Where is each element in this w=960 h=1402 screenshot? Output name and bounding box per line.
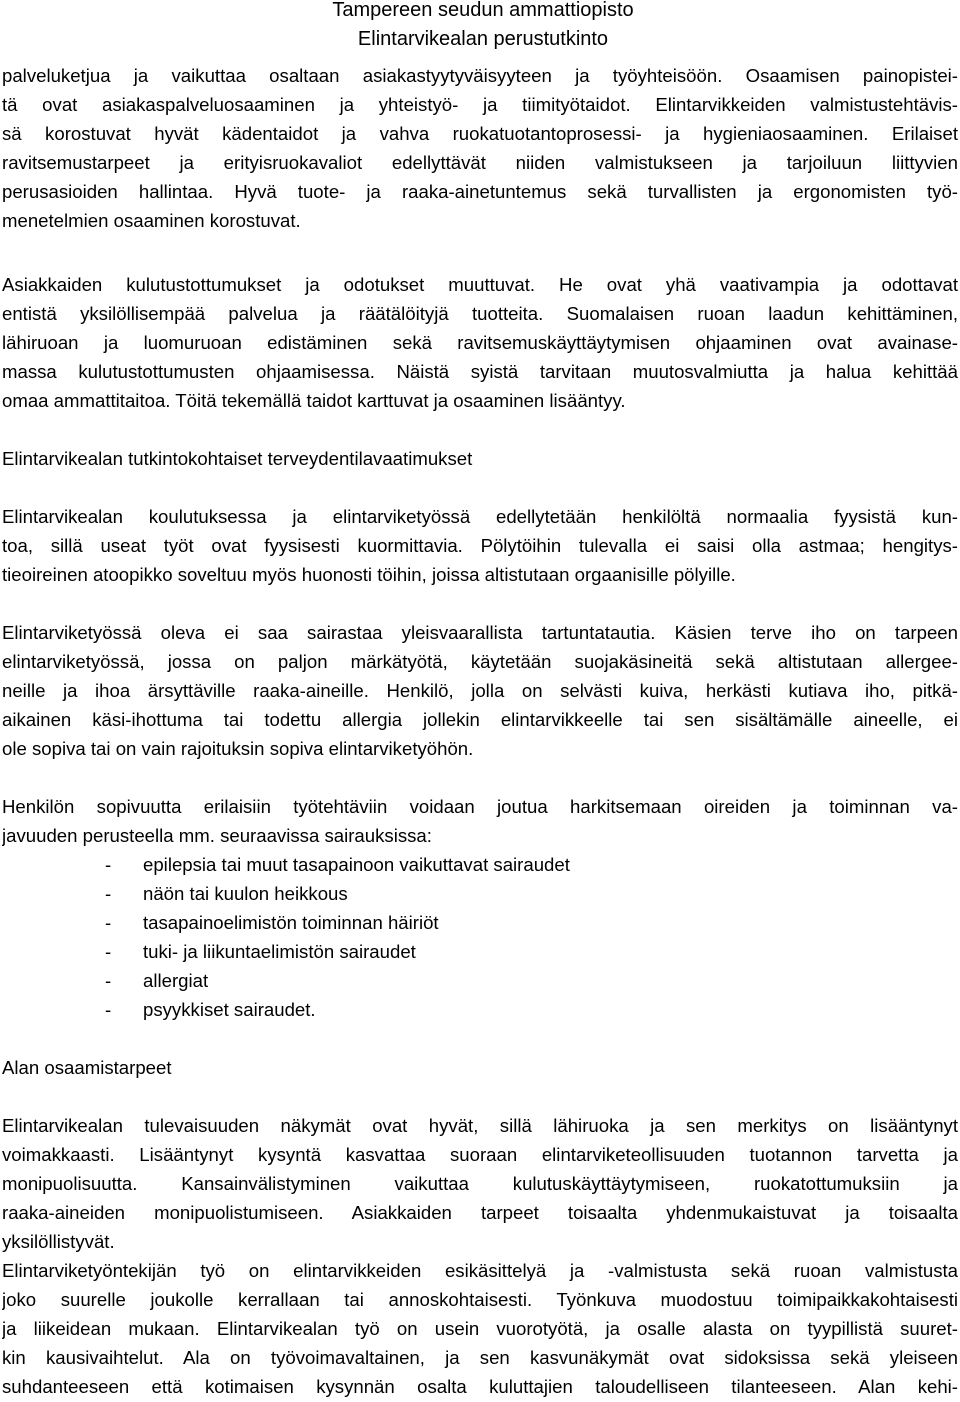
text-line: toa, sillä useat työt ovat fyysisesti kuormittavia. Pölytöihin tulevalla ei saisi olla astmaa; hengitys-: [2, 535, 958, 556]
text-line: sä korostuvat hyvät kädentaidot ja vahva ruokatuotantoprosessi- ja hygieniaosaaminen. Erilaiset: [2, 123, 958, 144]
header-school: Tampereen seudun ammattiopisto: [332, 0, 634, 21]
text-line: Henkilön sopivuutta erilaisiin työtehtäviin voidaan joutua harkitsemaan oireiden ja toiminnan va-: [2, 796, 958, 817]
list-item: [2, 937, 958, 966]
header-degree: Elintarvikealan perustutkinto: [357, 28, 609, 50]
list-item: [2, 879, 958, 908]
list-item-text: allergiat: [143, 970, 209, 991]
paragraph-skin-allergies: [2, 618, 958, 763]
heading-health-requirements: Elintarvikealan tutkintokohtaiset terveydentilavaatimukset: [2, 448, 473, 469]
list-dash: -: [105, 970, 112, 991]
text-line: Elintarvikealan tulevaisuuden näkymät ovat hyvät, sillä lähiruoka ja sen merkitys on lisääntynyt: [2, 1115, 958, 1136]
text-line: Elintarviketyössä oleva ei saa sairastaa yleisvaarallista tartuntatautia. Käsien terve iho on tarpeen: [2, 622, 958, 643]
list-item-text: psyykkiset sairaudet.: [143, 999, 316, 1020]
text-line: javuuden perusteella mm. seuraavissa sairauksissa:: [2, 825, 432, 846]
text-line: tieoireinen atoopikko soveltuu myös huonosti töihin, joissa altistutaan orgaanisille pölyille.: [2, 564, 736, 585]
list-item-text: näön tai kuulon heikkous: [143, 883, 348, 904]
text-line: neille ja ihoa ärsyttäville raaka-aineille. Henkilö, jolla on selvästi kuiva, herkästi kutiava iho, pitkä-: [2, 680, 958, 701]
heading-skill-needs: Alan osaamistarpeet: [2, 1057, 172, 1078]
text-line: elintarviketyössä, jossa on paljon märkätyötä, käytetään suojakäsineitä sekä altistutaan allergee-: [2, 651, 958, 672]
list-dash: -: [105, 912, 112, 933]
list-item: [2, 908, 958, 937]
list-dash: -: [105, 999, 112, 1020]
text-line: palveluketjua ja vaikuttaa osaltaan asiakastyytyväisyyteen ja työyhteisöön. Osaamisen painopistei-: [2, 65, 958, 86]
list-item: [2, 850, 958, 879]
list-item: [2, 966, 958, 995]
text-line: Elintarviketyöntekijän työ on elintarvikkeiden esikäsittelyä ja -valmistusta sekä ruoan valmistusta: [2, 1260, 958, 1281]
text-line: raaka-aineiden monipuolistumiseen. Asiakkaiden tarpeet toisaalta yhdenmukaistuvat ja toisaalta: [2, 1202, 958, 1223]
illness-list: [2, 850, 958, 1024]
text-line: Asiakkaiden kulutustottumukset ja odotukset muuttuvat. He ovat yhä vaativampia ja odottavat: [2, 274, 958, 295]
text-line: Elintarvikealan koulutuksessa ja elintarviketyössä edellytetään henkilöltä normaalia fyysistä kun-: [2, 506, 958, 527]
paragraph-future-outlook: [2, 1111, 958, 1401]
paragraph-consumer-habits: [2, 270, 958, 415]
list-dash: -: [105, 883, 112, 904]
text-line: ravitsemustarpeet ja erityisruokavaliot edellyttävät niiden valmistukseen ja tarjoiluun liittyvien: [2, 152, 958, 173]
text-line: ole sopiva tai on vain rajoituksin sopiva elintarviketyöhön.: [2, 738, 474, 759]
text-line: kin kausivaihtelut. Ala on työvoimavaltainen, ja sen kasvunäkymät ovat sidoksissa sekä yleiseen: [2, 1347, 958, 1368]
list-item-text: tasapainoelimistön toiminnan häiriöt: [143, 912, 439, 933]
list-item-text: epilepsia tai muut tasapainoon vaikuttavat sairaudet: [143, 854, 570, 875]
text-line: suhdanteeseen että kotimaisen kysynnän osalta kuluttajien taloudelliseen tilanteeseen. Alan kehi-: [2, 1376, 958, 1397]
paragraph-suitability: [2, 792, 958, 850]
list-dash: -: [105, 854, 112, 875]
text-line: joko suurelle joukolle kerrallaan tai annoskohtaisesti. Työnkuva muodostuu toimipaikkakohtaisesti: [2, 1289, 958, 1310]
text-line: voimakkaasti. Lisääntynyt kysyntä kasvattaa suoraan elintarviketeollisuuden tuotannon tarvetta ja: [2, 1144, 958, 1165]
text-line: aikainen käsi-ihottuma tai todettu allergia jollekin elintarvikkeelle tai sen sisältämälle aineelle, ei: [2, 709, 958, 730]
text-line: omaa ammattitaitoa. Töitä tekemällä taidot karttuvat ja osaaminen lisääntyy.: [2, 390, 626, 411]
list-item: [2, 995, 958, 1024]
text-line: entistä yksilöllisempää palvelua ja räätälöityjä tuotteita. Suomalaisen ruoan laadun kehittäminen,: [2, 303, 958, 324]
text-line: menetelmien osaaminen korostuvat.: [2, 210, 301, 231]
text-line: yksilöllistyvät.: [2, 1231, 115, 1252]
list-item-text: tuki- ja liikuntaelimistön sairaudet: [143, 941, 416, 962]
text-line: tä ovat asiakaspalveluosaaminen ja yhteistyö- ja tiimityötaidot. Elintarvikkeiden valmistustehtävis-: [2, 94, 958, 115]
paragraph-physical-condition: [2, 502, 958, 589]
text-line: monipuolisuutta. Kansainvälistyminen vaikuttaa kulutuskäyttäytymiseen, ruokatottumuksiin ja: [2, 1173, 958, 1194]
text-line: perusasioiden hallintaa. Hyvä tuote- ja raaka-ainetuntemus sekä turvallisten ja ergonomisten työ-: [2, 181, 958, 202]
text-line: lähiruoan ja luomuruoan edistäminen sekä ravitsemuskäyttäytymisen ohjaaminen ovat avainase-: [2, 332, 958, 353]
text-line: ja liikeidean mukaan. Elintarvikealan työ on usein vuorotyötä, ja osalle alasta on tyypillistä suuret-: [2, 1318, 958, 1339]
paragraph-service-competence: [2, 61, 958, 235]
list-dash: -: [105, 941, 112, 962]
text-line: massa kulutustottumusten ohjaamisessa. Näistä syistä tarvitaan muutosvalmiutta ja halua kehittää: [2, 361, 958, 382]
